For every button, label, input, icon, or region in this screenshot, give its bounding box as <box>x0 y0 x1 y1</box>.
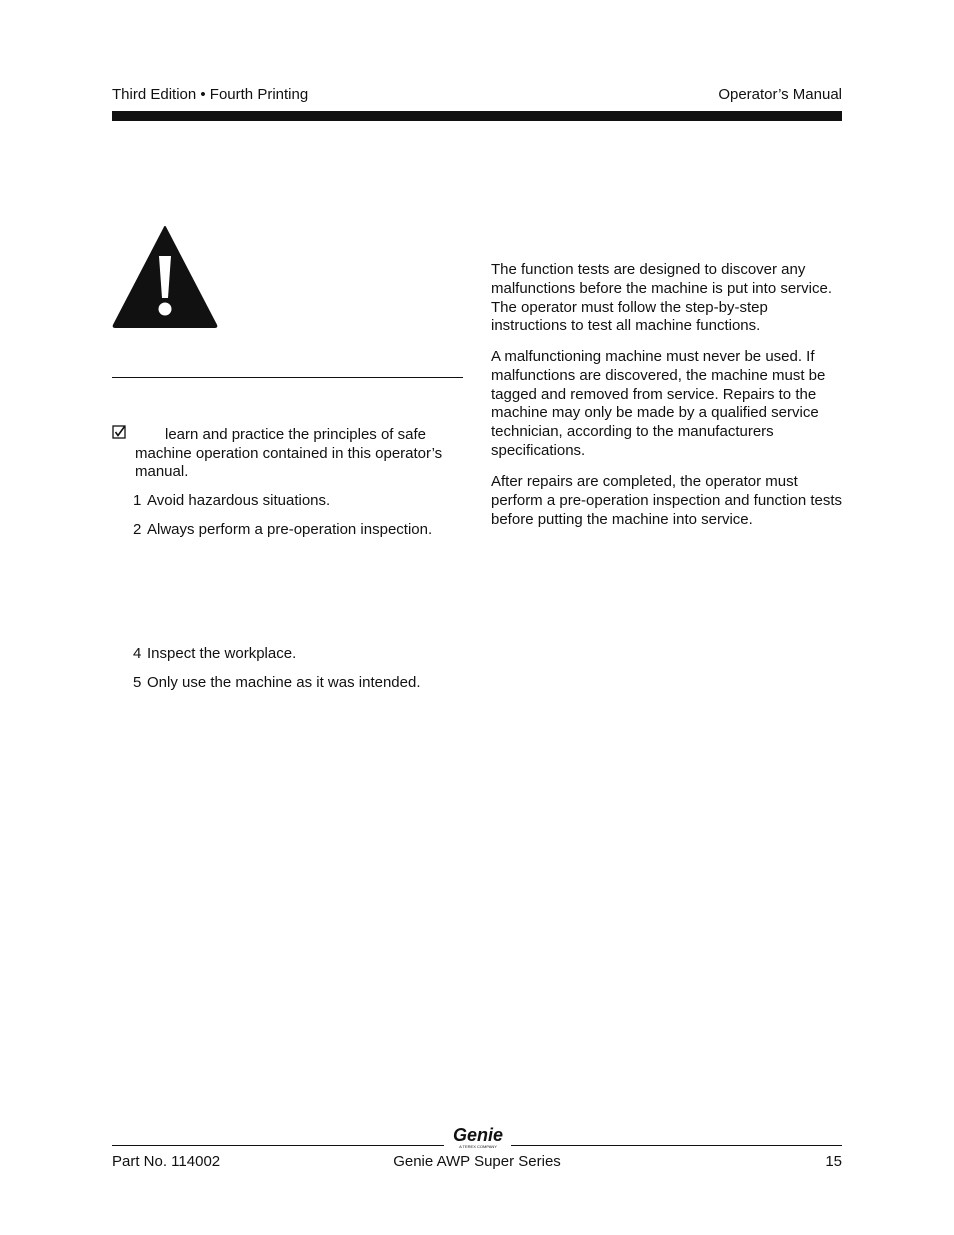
malfunction-paragraph: A malfunctioning machine must never be used. If malfunctions are discovered, the machine must be tagged and removed from service. Repairs to the machine may only be made by a qualified service technician, according to the manufacturers specifications. <box>491 348 826 459</box>
footer-series: Genie AWP Super Series <box>393 1153 561 1170</box>
page-number: 15 <box>825 1153 842 1170</box>
header-manual-title: Operator’s Manual <box>718 86 842 103</box>
safety-intro-text <box>135 426 465 482</box>
warning-triangle-icon <box>112 224 218 329</box>
section-rule <box>112 377 463 378</box>
repairs-paragraph: After repairs are completed, the operator must perform a pre-operation inspection and function tests before putting the machine into service. <box>491 473 843 528</box>
footer-part-number: Part No. 114002 <box>112 1153 221 1170</box>
step-number: 1 <box>133 492 142 509</box>
step-number: 5 <box>133 674 142 691</box>
list-item <box>133 645 296 664</box>
logo-brand: Genie <box>452 1125 504 1145</box>
logo-tagline: A TEREX COMPANY <box>459 1144 497 1149</box>
list-item <box>133 492 330 511</box>
header-edition: Third Edition • Fourth Printing <box>112 86 309 103</box>
function-tests-paragraph: The function tests are designed to discover any malfunctions before the machine is put into service. The operator must follow the step-by-step instructions to test all machine functions. <box>491 261 833 335</box>
list-item <box>133 521 432 540</box>
safety-intro-body: learn and practice the principles of safe machine operation contained in this operator’s manual. <box>135 426 443 480</box>
list-item <box>133 674 421 693</box>
header-rule <box>112 111 842 121</box>
genie-logo <box>446 1124 510 1150</box>
step-text: Inspect the workplace. <box>147 645 297 662</box>
step-number: 2 <box>133 521 142 538</box>
step-text: Avoid hazardous situations. <box>147 492 331 509</box>
step-text: Always perform a pre-operation inspection. <box>147 521 433 538</box>
footer-rule-left <box>112 1145 444 1146</box>
footer-rule-right <box>511 1145 842 1146</box>
step-number: 4 <box>133 645 142 662</box>
checkbox-checked-icon <box>112 425 126 439</box>
step-text: Only use the machine as it was intended. <box>147 674 421 691</box>
